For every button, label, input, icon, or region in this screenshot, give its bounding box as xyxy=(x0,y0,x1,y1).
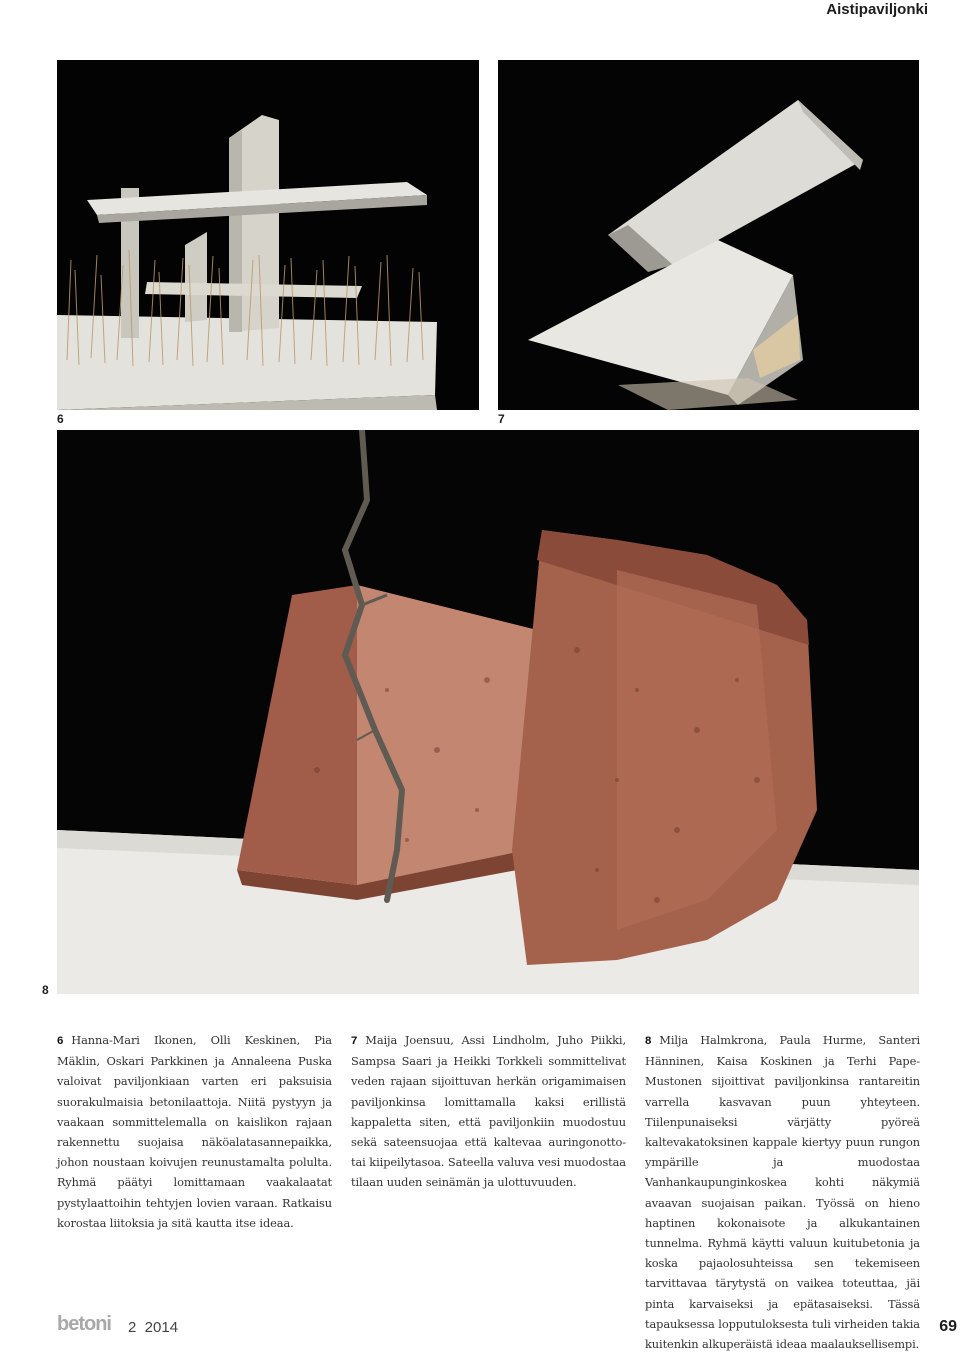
caption-number: 8 xyxy=(645,1035,652,1047)
caption-number: 7 xyxy=(351,1035,358,1047)
caption-text: Maija Joensuu, Assi Lindholm, Juho Piikki, Sampsa Saari ja Heikki Torkkeli sommittelivat veden rajaan sijoittuvan herkän origamimaisen paviljonkinsa lomittamalla kaksi erillistä kappaletta siten, että paviljonkiin muodostuu sekä sateensuojaa että kaltevaa auringonotto- tai kiipeilytasoa. Sateella valuva vesi muodostaa tilaan uuden seinämän ja ulottuvuuden. xyxy=(351,1033,626,1190)
page-number: 69 xyxy=(939,1318,957,1335)
photo-origami-pavilion xyxy=(498,60,919,410)
photo-number-7: 7 xyxy=(498,412,505,426)
running-header-title: Aistipaviljonki xyxy=(826,1,928,18)
caption-8 xyxy=(645,1030,920,1354)
photo-concrete-slab-pavilion xyxy=(57,60,479,410)
photo-curved-brick-shell xyxy=(57,430,919,994)
caption-text: Milja Halmkrona, Paula Hurme, Santeri Hänninen, Kaisa Koskinen ja Terhi Pape-Mustonen sijoittivat paviljonkinsa rantareitin varrella kasvavan puun yhteyteen. Tiilenpunaiseksi värjätty pyöreä kaltevakatoksinen kappale kiertyy puun rungon ympärille ja muodostaa Vanhankaupunginkoskea kohti näkymiä avaavan suojaisan paikan. Työssä on hieno haptinen kokonaisote ja alkukantainen tunnelma. Ryhmä käytti valuun kuitubetonia ja koska pajaolosuhteissa sen tekemiseen tarvittavaa tärytystä on vaikea toteuttaa, jäi pinta karvaiseksi ja epätasaiseksi. Tässä tapauksessa lopputuloksesta tuli virheiden takia kuitenkin alkuperäistä ideaa maalauksellisempi. xyxy=(645,1033,920,1352)
issue-number: 2 2014 xyxy=(128,1319,179,1336)
photo-number-8: 8 xyxy=(42,983,49,997)
caption-6 xyxy=(57,1030,332,1233)
magazine-logo: betoni xyxy=(57,1313,111,1335)
caption-7 xyxy=(351,1030,626,1193)
caption-text: Hanna-Mari Ikonen, Olli Keskinen, Pia Mäklin, Oskari Parkkinen ja Annaleena Puska valoivat paviljonkiaan varten eri paksuisia suorakulmaisia betonilaattoja. Niitä pystyyn ja vaakaan sommittelemalla on kaislikon rajaan rakennettu suojaisa näköalatasannepaikka, johon noustaan koivujen reunustamalta polulta. Ryhmä päätyi lomittamaan vaakalaatat pystylaattoihin tehtyjen lovien varaan. Ratkaisu korostaa liitoksia ja sitä kautta itse ideaa. xyxy=(57,1033,332,1230)
caption-number: 6 xyxy=(57,1035,64,1047)
photo-number-6: 6 xyxy=(57,412,64,426)
